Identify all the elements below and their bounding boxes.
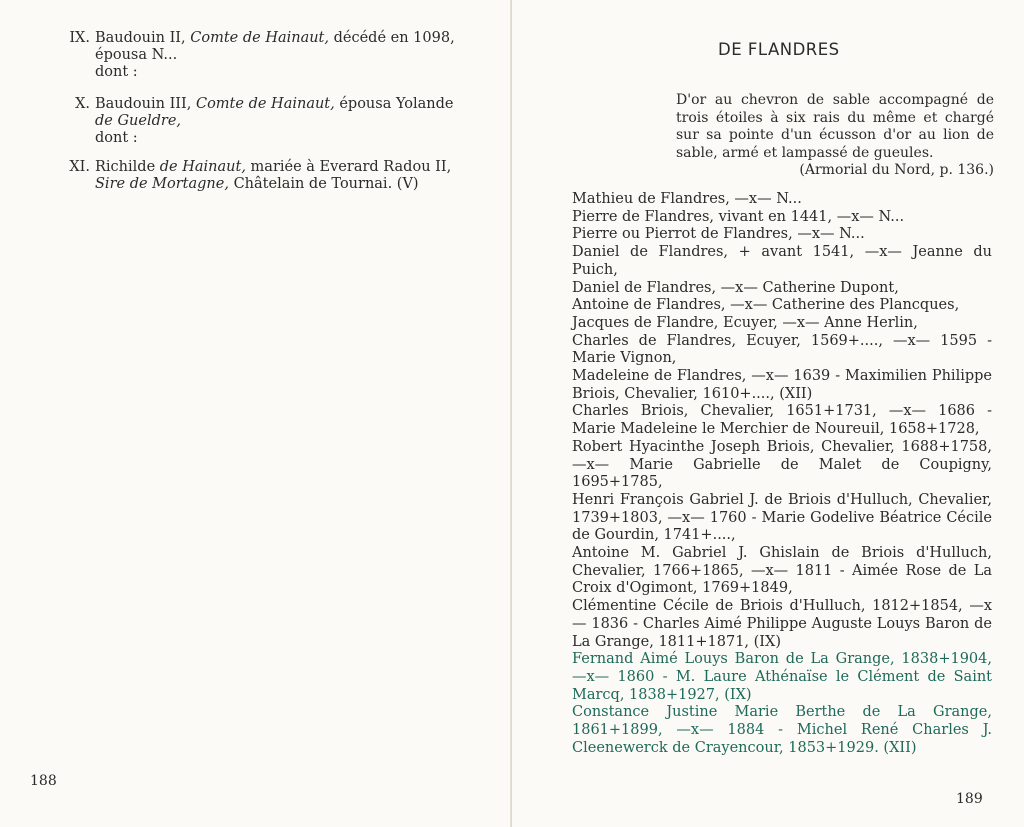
entry-number: X. [75,96,90,112]
lineage-entry: Pierre de Flandres, vivant en 1441, —x— N... [572,208,905,225]
blazon-text: D'or au chevron de sable accompagné de trois étoiles à six rais du même et chargé sur sa pointe d'un écusson d'or au lion de sable, armé et lampassé de gueules. [676,92,994,161]
entry-number: XI. [69,159,90,175]
entry-number: IX. [69,30,90,46]
lineage-entry: Mathieu de Flandres, —x— N... [572,191,802,207]
page-number-left: 188 [30,773,57,789]
lineage-entry: Madeleine de Flandres, —x— 1639 - Maximilien Philippe Briois, Chevalier, 1610+...., (XII) [572,368,992,402]
lineage-entry: Clémentine Cécile de Briois d'Hulluch, 1812+1854, —x— 1836 - Charles Aimé Philippe Auguste Louys Baron de La Grange, 1811+1871, (IX) [572,598,992,650]
lineage-entry: Charles Briois, Chevalier, 1651+1731, —x— 1686 - Marie Madeleine le Merchier de Noureuil, 1658+1728, [572,403,992,438]
lineage-entry: Charles de Flandres, Ecuyer, 1569+...., —x— 1595 - Marie Vignon, [572,332,992,367]
lineage-entry: Fernand Aimé Louys Baron de La Grange, 1838+1904, —x— 1860 - M. Laure Athénaïse le Clément de Saint Marcq, 1838+1927, (IX) [572,651,992,703]
lineage-entry: Antoine M. Gabriel J. Ghislain de Briois d'Hulluch, Chevalier, 1766+1865, —x— 1811 - Aimée Rose de La Croix d'Ogimont, 1769+1849, [572,545,992,597]
blazon-source: (Armorial du Nord, p. 136.) [799,162,994,178]
entry-text: Richilde de Hainaut, mariée à Everard Radou II, Sire de Mortagne, Châtelain de Tournai. (V) [95,159,452,192]
blazon-description [676,92,994,180]
lineage-entry: Jacques de Flandre, Ecuyer, —x— Anne Herlin, [572,314,918,331]
right-page [512,0,1024,827]
entry-text: Baudouin II, Comte de Hainaut, décédé en 1098, épousa N... dont : [95,30,455,80]
page-title: DE FLANDRES [718,40,840,59]
lineage-list [572,191,992,758]
lineage-entry: Daniel de Flandres, + avant 1541, —x— Jeanne du Puich, [572,244,992,278]
lineage-entry: Henri François Gabriel J. de Briois d'Hulluch, Chevalier, 1739+1803, —x— 1760 - Marie Godelive Béatrice Cécile de Gourdin, 1741+...., [572,491,992,544]
lineage-entry: Robert Hyacinthe Joseph Briois, Chevalier, 1688+1758, —x— Marie Gabrielle de Malet de Coupigny, 1695+1785, [572,438,992,491]
lineage-entry: Daniel de Flandres, —x— Catherine Dupont, [572,279,899,296]
entry-text: Baudouin III, Comte de Hainaut, épousa Yolande de Gueldre, dont : [95,96,454,146]
lineage-entry: Constance Justine Marie Berthe de La Grange, 1861+1899, —x— 1884 - Michel René Charles J. Cleenewerck de Crayencour, 1853+1929. (XII) [572,704,992,756]
left-page [0,0,510,827]
lineage-entry: Pierre ou Pierrot de Flandres, —x— N... [572,226,865,243]
page-number-right: 189 [956,791,983,807]
lineage-entry: Antoine de Flandres, —x— Catherine des Plancques, [572,297,960,314]
